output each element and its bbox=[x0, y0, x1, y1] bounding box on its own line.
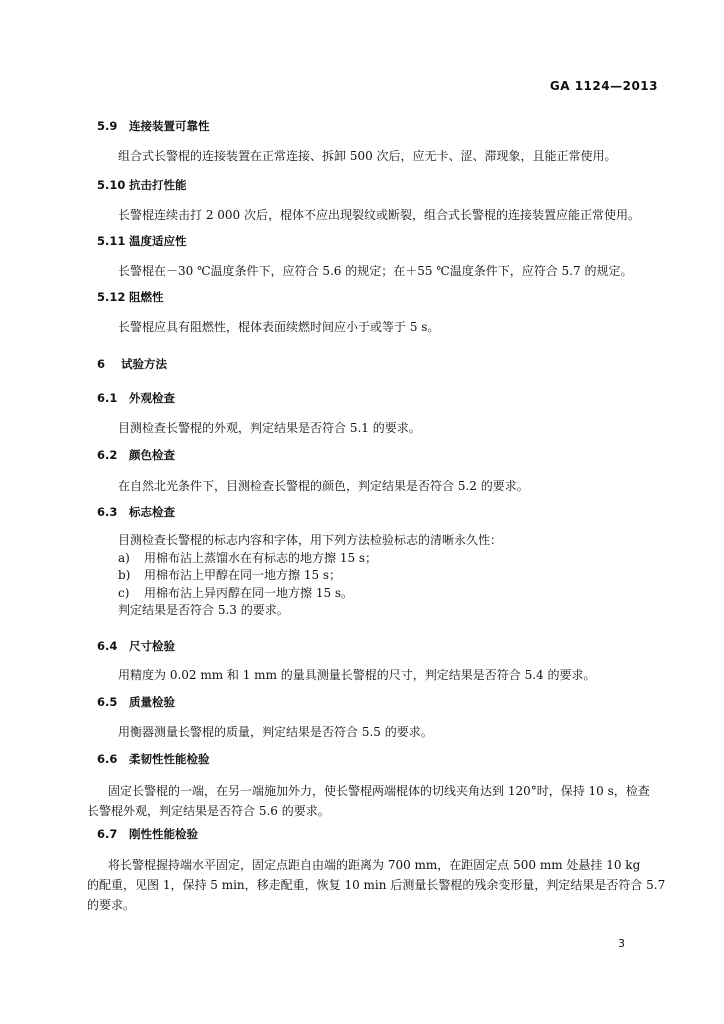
list-item: a) 用棉布沾上蒸馏水在有标志的地方擦 15 s； bbox=[118, 550, 378, 565]
section-body-6-5: 用衡器测量长警棍的质量，判定结果是否符合 5.5 的要求。 bbox=[118, 725, 433, 739]
section-title: 标志检查 bbox=[129, 505, 175, 519]
section-body-5-10: 长警棍连续击打 2 000 次后，棍体不应出现裂纹或断裂，组合式长警棍的连接装置应能正常使用。 bbox=[118, 208, 640, 222]
section-heading-5-10 bbox=[97, 177, 187, 193]
section-title: 抗击打性能 bbox=[129, 178, 187, 192]
section-number: 6.6 bbox=[97, 752, 118, 766]
section-title: 连接装置可靠性 bbox=[129, 119, 210, 133]
page-number: 3 bbox=[618, 937, 625, 950]
section-heading-6-2 bbox=[97, 447, 175, 463]
section-body-5-11: 长警棍在－30 ℃温度条件下，应符合 5.6 的规定；在＋55 ℃温度条件下，应符合 5.7 的规定。 bbox=[118, 264, 633, 278]
document-id: GA 1124—2013 bbox=[549, 79, 658, 93]
list-item: b) 用棉布沾上甲醇在同一地方擦 15 s； bbox=[118, 568, 342, 582]
section-number: 5.10 bbox=[97, 178, 126, 192]
section-heading-6-3 bbox=[97, 504, 175, 520]
section-title: 外观检查 bbox=[129, 391, 175, 405]
section-title: 质量检验 bbox=[129, 695, 175, 709]
section-number: 6.1 bbox=[97, 391, 118, 405]
section-number: 6.7 bbox=[97, 827, 118, 841]
section-heading-6-4 bbox=[97, 638, 175, 654]
section-heading-6-5 bbox=[97, 694, 175, 710]
section-heading-5-9 bbox=[97, 118, 210, 134]
section-number: 5.9 bbox=[97, 119, 118, 133]
section-body-6-4: 用精度为 0.02 mm 和 1 mm 的量具测量长警棍的尺寸，判定结果是否符合 5.4 的要求。 bbox=[118, 668, 596, 682]
section-heading-6-1 bbox=[97, 390, 175, 406]
marking-test-block bbox=[118, 532, 502, 620]
section-body-5-9: 组合式长警棍的连接装置在正常连接、拆卸 500 次后，应无卡、涩、滞现象，且能正常使用。 bbox=[118, 149, 617, 163]
section-heading-6-7 bbox=[97, 826, 198, 842]
section-number: 5.11 bbox=[97, 234, 126, 248]
section-body-6-6: 固定长警棍的一端，在另一端施加外力，使长警棍两端棍体的切线夹角达到 120°时，保持 10 s，检查 长警棍外观，判定结果是否符合 5.6 的要求。 bbox=[87, 784, 650, 818]
marking-test-conclusion: 判定结果是否符合 5.3 的要求。 bbox=[118, 603, 289, 617]
section-body-5-12: 长警棍应具有阻燃性，棍体表面续燃时间应小于或等于 5 s。 bbox=[118, 320, 440, 334]
section-title: 尺寸检验 bbox=[129, 639, 175, 653]
marking-test-intro: 目测检查长警棍的标志内容和字体，用下列方法检验标志的清晰永久性： bbox=[118, 533, 503, 547]
chapter-number: 6 bbox=[97, 357, 106, 371]
list-item: c) 用棉布沾上异丙醇在同一地方擦 15 s。 bbox=[118, 585, 354, 600]
section-heading-6-6 bbox=[97, 751, 210, 767]
section-title: 柔韧性性能检验 bbox=[129, 752, 210, 766]
section-number: 6.3 bbox=[97, 505, 118, 519]
section-number: 6.4 bbox=[97, 639, 118, 653]
chapter-title: 试验方法 bbox=[121, 357, 167, 371]
section-body-6-2: 在自然北光条件下，目测检查长警棍的颜色，判定结果是否符合 5.2 的要求。 bbox=[118, 479, 529, 493]
section-body-6-1: 目测检查长警棍的外观，判定结果是否符合 5.1 的要求。 bbox=[118, 421, 421, 435]
section-title: 刚性性能检验 bbox=[129, 827, 198, 841]
chapter-heading-6 bbox=[97, 356, 167, 372]
section-title: 温度适应性 bbox=[129, 234, 187, 248]
section-heading-5-11 bbox=[97, 233, 187, 249]
section-body-6-7: 将长警棍握持端水平固定，固定点距自由端的距离为 700 mm，在距固定点 500 mm 处悬挂 10 kg 的配重，见图 1，保持 5 min，移走配重，恢复 10 min 后测量长警棍的残余变形量，判定结果是否符合 5.7 的要求。 bbox=[87, 858, 666, 912]
section-number: 5.12 bbox=[97, 290, 126, 304]
section-heading-5-12 bbox=[97, 289, 164, 305]
section-title: 阻燃性 bbox=[129, 290, 164, 304]
section-number: 6.5 bbox=[97, 695, 118, 709]
section-number: 6.2 bbox=[97, 448, 118, 462]
section-title: 颜色检查 bbox=[129, 448, 175, 462]
